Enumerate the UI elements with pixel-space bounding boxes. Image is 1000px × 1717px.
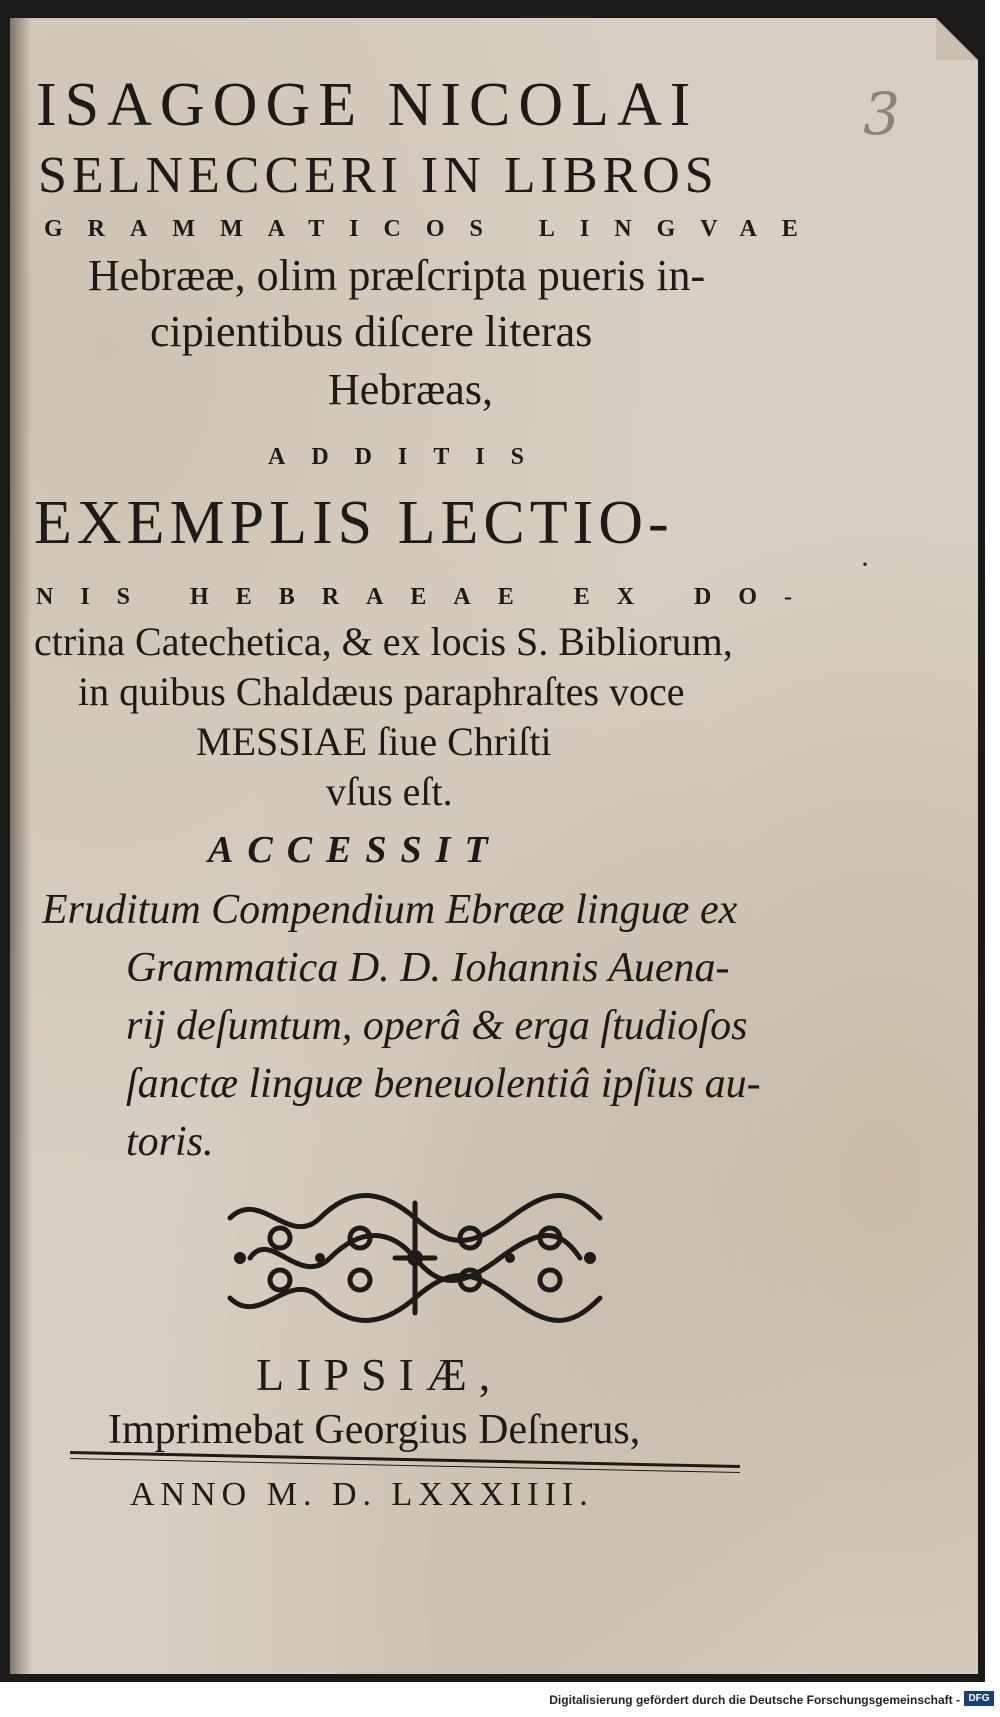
title-line-1: ISAGOGE NICOLAI: [36, 71, 699, 139]
accessit-line-1: Eruditum Compendium Ebrææ linguæ ex: [42, 887, 738, 933]
dfg-logo-icon[interactable]: DFG: [964, 1691, 994, 1706]
accessit-line-3: rij deſumtum, operâ & erga ſtudioſos: [126, 1003, 748, 1049]
title-page: [10, 18, 978, 1674]
title-line-4: Hebrææ, olim præſcripta pueris in-: [88, 251, 706, 300]
additis-line-7: vſus eſt.: [326, 769, 453, 814]
shelf-mark: 3: [863, 80, 900, 148]
additis-line-5: in quibus Chaldæus paraphraſtes voce: [78, 669, 685, 714]
imprint-year: ANNO M. D. LXXXIIII.: [130, 1476, 594, 1513]
title-line-2: SELNECCERI IN LIBROS: [38, 147, 719, 204]
ink-speck: ·: [860, 548, 870, 581]
footer: [0, 1686, 1000, 1717]
additis-heading: ADDITIS: [268, 444, 551, 470]
additis-line-6: MESSIAE ſiue Chriſti: [196, 719, 552, 764]
imprint-printer: Imprimebat Georgius Deſnerus,: [108, 1407, 641, 1453]
printer-ornament-icon: [220, 1188, 610, 1328]
additis-line-2: EXEMPLIS LECTIO-: [34, 489, 674, 557]
imprint-place: LIPSIÆ,: [256, 1349, 503, 1400]
additis-line-4: ctrina Catechetica, & ex locis S. Bibliorum,: [34, 619, 733, 664]
accessit-heading: ACCESSIT: [208, 829, 502, 871]
title-line-3: GRAMMATICOS LINGVAE: [44, 216, 823, 242]
accessit-line-4: ſanctæ linguæ beneuolentiâ ipſius au-: [126, 1061, 761, 1107]
corner-fold: [936, 18, 978, 60]
gutter-shadow: [10, 18, 32, 1674]
additis-line-3: NIS HEBRAEAE EX DO-: [36, 584, 820, 610]
title-line-6: Hebræas,: [328, 365, 493, 414]
footer-credit: Digitalisierung gefördert durch die Deutsche Forschungsgemeinschaft -: [549, 1693, 960, 1707]
accessit-line-2: Grammatica D. D. Iohannis Auena-: [126, 945, 730, 991]
title-line-5: cipientibus diſcere literas: [150, 307, 593, 356]
accessit-line-5: toris.: [126, 1119, 214, 1165]
